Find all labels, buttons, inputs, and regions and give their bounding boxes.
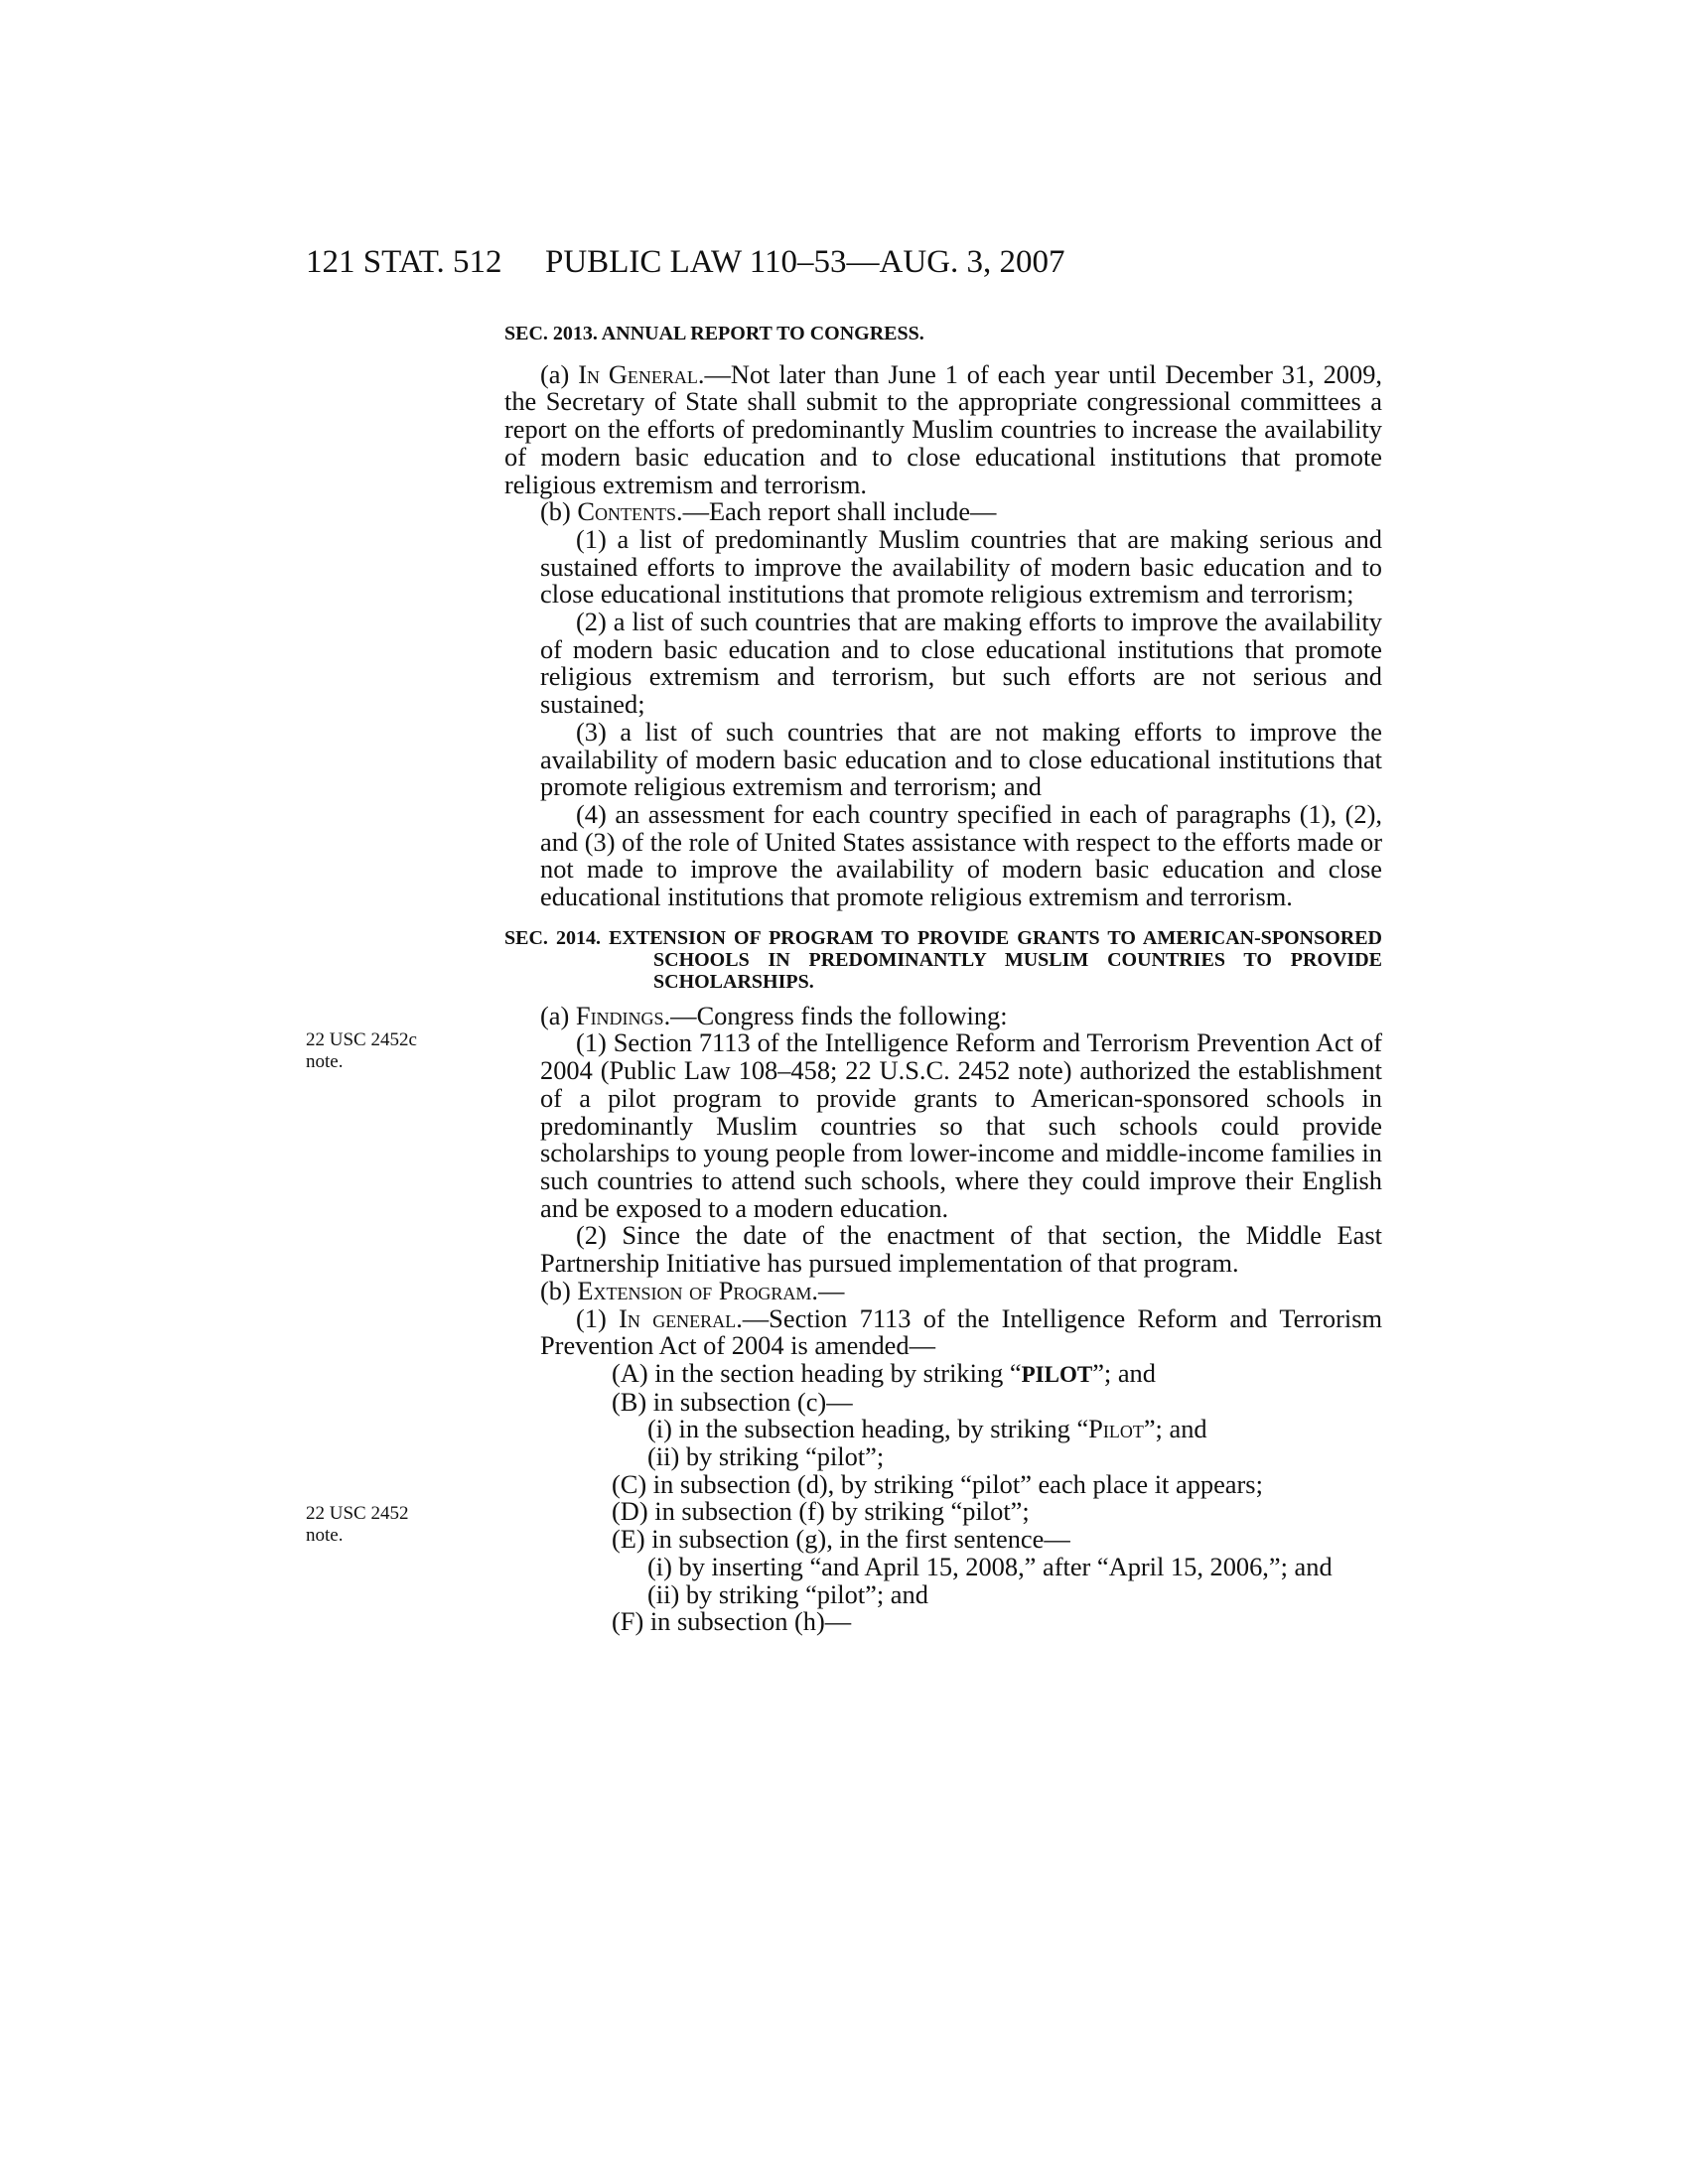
- sec2013-subsection-a: (a) In General.—Not later than June 1 of each year until December 31, 2009, the Secretary of State shall submit to the appropriate congressional committees a report on the efforts of predominantly Muslim countries to increase the availability of modern basic education and to close educational institutions that promote religious extremism and terrorism.: [504, 358, 1382, 499]
- paragraph-heading: In general: [619, 1302, 737, 1333]
- subsection-heading: In General: [578, 358, 698, 389]
- section-2014-title: SEC. 2014. EXTENSION OF PROGRAM TO PROVIDE GRANTS TO AMERICAN-SPONSORED SCHOOLS IN PREDOMINANTLY MUSLIM COUNTRIES TO PROVIDE SCHOLARSHIPS.: [504, 926, 1382, 993]
- amendment-C: (C) in subsection (d), by striking “pilot” each place it appears;: [612, 1468, 1263, 1499]
- sec2014-finding-1: (1) Section 7113 of the Intelligence Reform and Terrorism Prevention Act of 2004 (Public Law 108–458; 22 U.S.C. 2452 note) authorized the establishment of a pilot program to provide grants to American-sponsored schools in predominantly Muslim countries so that such schools could provide scholarships to young people from lower-income and middle-income families in such countries to attend such schools, where they could improve their English and be exposed to a modern education.: [540, 1027, 1382, 1223]
- sec2013-subsection-b: (b) Contents.—Each report shall include—: [540, 496, 997, 527]
- sec2013-paragraph-2: (2) a list of such countries that are making efforts to improve the availability of modern basic education and to close educational institutions that promote religious extremism and terrorism, but such efforts are not serious and sustained;: [540, 607, 1382, 720]
- sec2013-paragraph-4: (4) an assessment for each country specified in each of paragraphs (1), (2), and (3) of the role of United States assistance with respect to the efforts made or not made to improve the availability of modern basic education and close educational institutions that promote religious extremism and terrorism.: [540, 798, 1382, 912]
- margin-note-label: note.: [306, 1525, 344, 1546]
- margin-note-usc-2452c: [306, 1029, 455, 1073]
- public-law-title: PUBLIC LAW 110–53—AUG. 3, 2007: [545, 244, 1065, 280]
- subsection-heading: Findings: [575, 1000, 664, 1030]
- margin-note-citation: 22 USC 2452c: [306, 1029, 417, 1050]
- subsection-heading: Contents: [577, 496, 676, 527]
- sec2014-finding-2: (2) Since the date of the enactment of that section, the Middle East Partnership Initiative has pursued implementation of that program.: [540, 1220, 1382, 1279]
- margin-note-label: note.: [306, 1051, 344, 1072]
- amendment-E-i: (i) by inserting “and April 15, 2008,” after “April 15, 2006,”; and: [647, 1551, 1333, 1581]
- amendment-E-ii: (ii) by striking “pilot”; and: [647, 1578, 928, 1609]
- amendment-B-ii: (ii) by striking “pilot”;: [647, 1441, 885, 1472]
- amendment-B: (B) in subsection (c)—: [612, 1386, 853, 1417]
- margin-note-citation: 22 USC 2452: [306, 1503, 409, 1524]
- sec2013-paragraph-1: (1) a list of predominantly Muslim countries that are making serious and sustained efforts to improve the availability of modern basic education and to close educational institutions that promote religious extremism and terrorism;: [540, 523, 1382, 610]
- struck-word: Pilot: [1088, 1414, 1144, 1444]
- sec2014-b-paragraph-1: (1) In general.—Section 7113 of the Intelligence Reform and Terrorism Prevention Act of 2004 is amended—: [540, 1302, 1383, 1361]
- main-text: [504, 321, 1382, 1636]
- amendment-B-i: (i) in the subsection heading, by striking “Pilot”; and: [647, 1414, 1207, 1444]
- struck-word: PILOT: [1021, 1361, 1093, 1387]
- subsection-heading: Extension of Program: [577, 1275, 812, 1305]
- sec2014-subsection-b: (b) Extension of Program.—: [540, 1275, 845, 1305]
- amendment-F: (F) in subsection (h)—: [612, 1606, 852, 1637]
- amendment-A: (A) in the section heading by striking “PILOT”; and: [612, 1357, 1156, 1388]
- section-2013-title: SEC. 2013. ANNUAL REPORT TO CONGRESS.: [504, 323, 924, 344]
- amendment-D: (D) in subsection (f) by striking “pilot”;: [612, 1496, 1030, 1527]
- margin-note-usc-2452: [306, 1503, 455, 1547]
- stat-page-number: 121 STAT. 512: [306, 244, 502, 280]
- amendment-E: (E) in subsection (g), in the first sentence—: [612, 1524, 1070, 1555]
- running-head: [306, 244, 1382, 284]
- sec2013-paragraph-3: (3) a list of such countries that are not making efforts to improve the availability of modern basic education and to close educational institutions that promote religious extremism and terrorism; and: [540, 716, 1382, 802]
- sec2014-subsection-a: (a) Findings.—Congress finds the following:: [540, 1000, 1008, 1030]
